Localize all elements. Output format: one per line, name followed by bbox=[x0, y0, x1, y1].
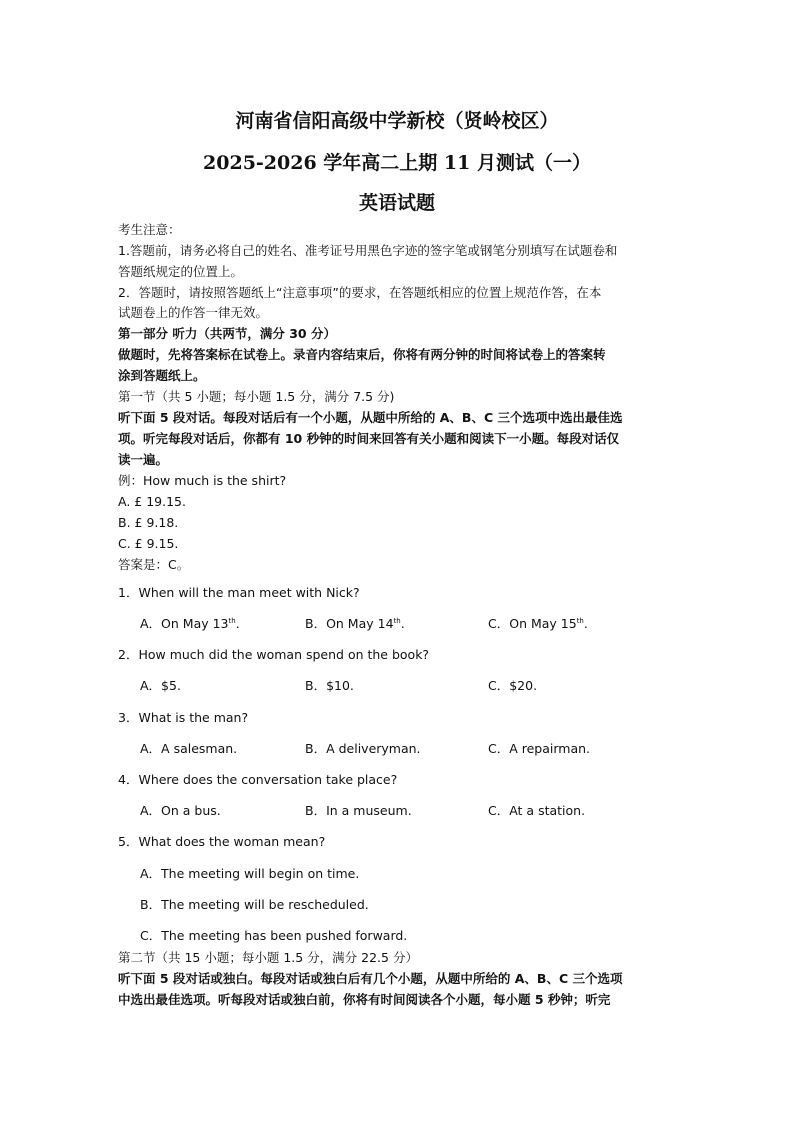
question-2-option-c: C．$20. bbox=[488, 678, 538, 693]
example-question: 例：How much is the shirt? bbox=[118, 473, 287, 488]
question-4-option-a: A．On a bus. bbox=[140, 803, 221, 818]
part1-heading: 第一部分 听力（共两节，满分 30 分） bbox=[118, 326, 336, 341]
question-3-option-a: A．A salesman. bbox=[140, 741, 238, 756]
example-answer: 答案是：C。 bbox=[118, 557, 190, 572]
question-1-option-a: A．On May 13th. bbox=[140, 616, 240, 631]
notice-item1-line1: 1.答题前，请务必将自己的姓名、准考证号用黑色字迹的签字笔或钢笔分别填写在试题卷和 bbox=[118, 243, 618, 258]
question-5-option-b: B．The meeting will be rescheduled. bbox=[140, 897, 369, 912]
section1-intro-line3: 读一遍。 bbox=[118, 452, 169, 467]
exam-title: 2025-2026 学年高二上期 11 月测试（一） bbox=[203, 152, 591, 174]
section2-heading: 第二节（共 15 小题；每小题 1.5 分，满分 22.5 分） bbox=[118, 950, 418, 965]
example-option-a: A. £ 19.15. bbox=[118, 494, 186, 509]
question-5: 5．What does the woman mean? bbox=[118, 834, 326, 849]
section1-intro-line2: 项。听完每段对话后，你都有 10 秒钟的时间来回答有关小题和阅读下一小题。每段对话仅 bbox=[118, 431, 620, 446]
question-4: 4．Where does the conversation take place? bbox=[118, 772, 398, 787]
example-option-c: C. £ 9.15. bbox=[118, 536, 179, 551]
question-3: 3．What is the man? bbox=[118, 710, 249, 725]
question-4-option-c: C．At a station. bbox=[488, 803, 586, 818]
notice-item2-line2: 试题卷上的作答一律无效。 bbox=[118, 305, 269, 320]
subject-title: 英语试题 bbox=[358, 192, 435, 214]
section2-intro-line1: 听下面 5 段对话或独白。每段对话或独白后有几个小题，从题中所给的 A、B、C 三个选项 bbox=[118, 971, 623, 986]
question-5-option-a: A．The meeting will begin on time. bbox=[140, 866, 360, 881]
question-1-option-b: B．On May 14th. bbox=[305, 616, 405, 631]
notice-heading: 考生注意： bbox=[118, 222, 181, 237]
question-2-option-b: B．$10. bbox=[305, 678, 354, 693]
part1-intro-line2: 涂到答题纸上。 bbox=[118, 368, 206, 383]
school-title: 河南省信阳高级中学新校（贤岭校区） bbox=[235, 110, 559, 132]
section2-intro-line2: 中选出最佳选项。听每段对话或独白前，你将有时间阅读各个小题，每小题 5 秒钟；听完 bbox=[118, 992, 611, 1007]
question-3-option-b: B．A deliveryman. bbox=[305, 741, 421, 756]
question-2-option-a: A．$5. bbox=[140, 678, 181, 693]
part1-intro-line1: 做题时，先将答案标在试卷上。录音内容结束后，你将有两分钟的时间将试卷上的答案转 bbox=[118, 347, 606, 362]
question-5-option-c: C．The meeting has been pushed forward. bbox=[140, 928, 408, 943]
question-4-option-b: B．In a museum. bbox=[305, 803, 412, 818]
section1-intro-line1: 听下面 5 段对话。每段对话后有一个小题，从题中所给的 A、B、C 三个选项中选出最佳选 bbox=[118, 410, 623, 425]
notice-item2-line1: 2．答题时，请按照答题纸上“注意事项”的要求，在答题纸相应的位置上规范作答，在本 bbox=[118, 285, 602, 300]
question-1-option-c: C．On May 15th. bbox=[488, 616, 588, 631]
question-2: 2．How much did the woman spend on the book? bbox=[118, 647, 430, 662]
question-3-option-c: C．A repairman. bbox=[488, 741, 591, 756]
section1-heading: 第一节（共 5 小题；每小题 1.5 分，满分 7.5 分) bbox=[118, 389, 395, 404]
example-option-b: B. £ 9.18. bbox=[118, 515, 179, 530]
question-1: 1．When will the man meet with Nick? bbox=[118, 585, 360, 600]
notice-item1-line2: 答题纸规定的位置上。 bbox=[118, 264, 244, 279]
